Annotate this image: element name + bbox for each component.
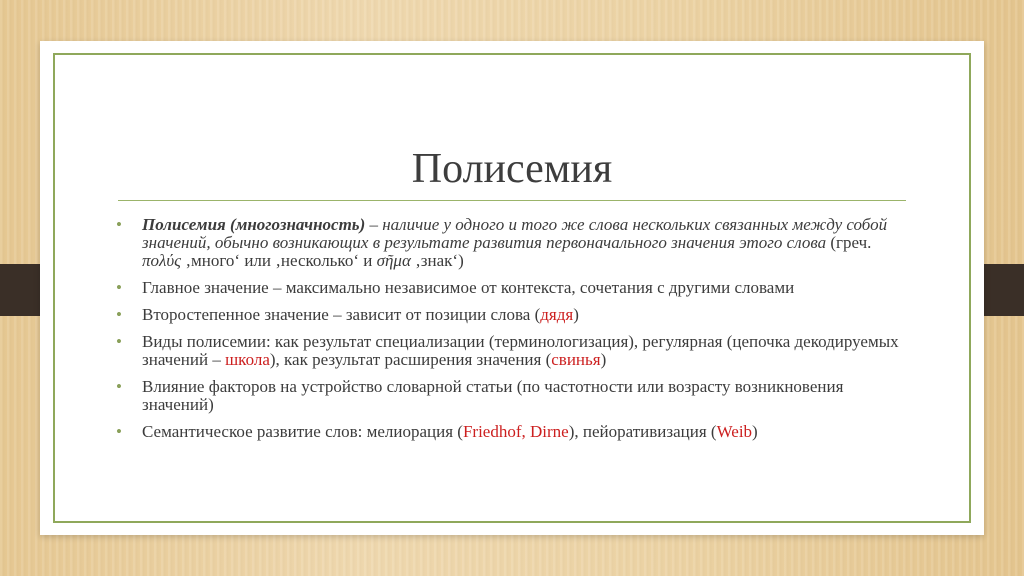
bullet-icon: • xyxy=(116,278,122,297)
bullet-text: Главное значение – максимально независимое от контекста, сочетания с другими словами xyxy=(142,278,795,297)
term: Полисемия (многозначность) xyxy=(142,215,366,234)
example-word-2: свинья xyxy=(551,350,601,369)
bullet-text: Влияние факторов на устройство словарной статьи (по частотности или возрасту возникновения значений) xyxy=(142,377,844,414)
dash: – xyxy=(365,215,383,234)
greek-word-2: σῆμα xyxy=(376,251,411,270)
greek-word-1: πολύς xyxy=(142,251,182,270)
definition: наличие у одного и того же слова нескольких связанных между собой значений, обычно возникающих в результате развития первоначального значения этого слова xyxy=(142,215,888,252)
bullet-item-semantic-development xyxy=(116,423,906,441)
gloss-1: ‚много‘ или ‚несколько‘ и xyxy=(181,251,377,270)
bullet-mid: ), как результат расширения значения ( xyxy=(269,350,552,369)
bullet-item-dictionary-factors xyxy=(116,378,906,414)
bullet-tail: ) xyxy=(752,422,758,441)
title-divider xyxy=(118,200,906,201)
bullet-icon: • xyxy=(116,215,122,234)
bullet-item-definition xyxy=(116,216,906,270)
bullet-icon: • xyxy=(116,305,122,324)
example-word: дядя xyxy=(540,305,574,324)
slide-title: Полисемия xyxy=(411,146,613,192)
example-word-1: школа xyxy=(225,350,270,369)
bullet-item-secondary-meaning xyxy=(116,306,906,324)
bullet-text: Семантическое развитие слов: мелиорация ( xyxy=(142,422,463,441)
bullet-list xyxy=(116,216,906,450)
bullet-icon: • xyxy=(116,332,122,351)
bullet-text: Второстепенное значение – зависит от позиции слова ( xyxy=(142,305,541,324)
bullet-tail: ) xyxy=(573,305,579,324)
bullet-item-polysemy-types xyxy=(116,333,906,369)
bullet-item-main-meaning xyxy=(116,279,906,297)
slide xyxy=(40,41,984,535)
etymology-open: (греч. xyxy=(826,233,872,252)
gloss-2: ‚знак‘) xyxy=(410,251,464,270)
bullet-tail: ) xyxy=(600,350,607,369)
bullet-icon: • xyxy=(116,422,122,441)
bullet-icon: • xyxy=(116,377,122,396)
bullet-text: Виды полисемии: как результат специализации (терминологизация), регулярная (цепочка декодируемых значений – xyxy=(142,332,899,369)
bullet-mid: ), пейоративизация ( xyxy=(568,422,717,441)
example-word-2: Weib xyxy=(716,422,753,441)
example-word-1: Friedhof, Dirne xyxy=(462,422,569,441)
